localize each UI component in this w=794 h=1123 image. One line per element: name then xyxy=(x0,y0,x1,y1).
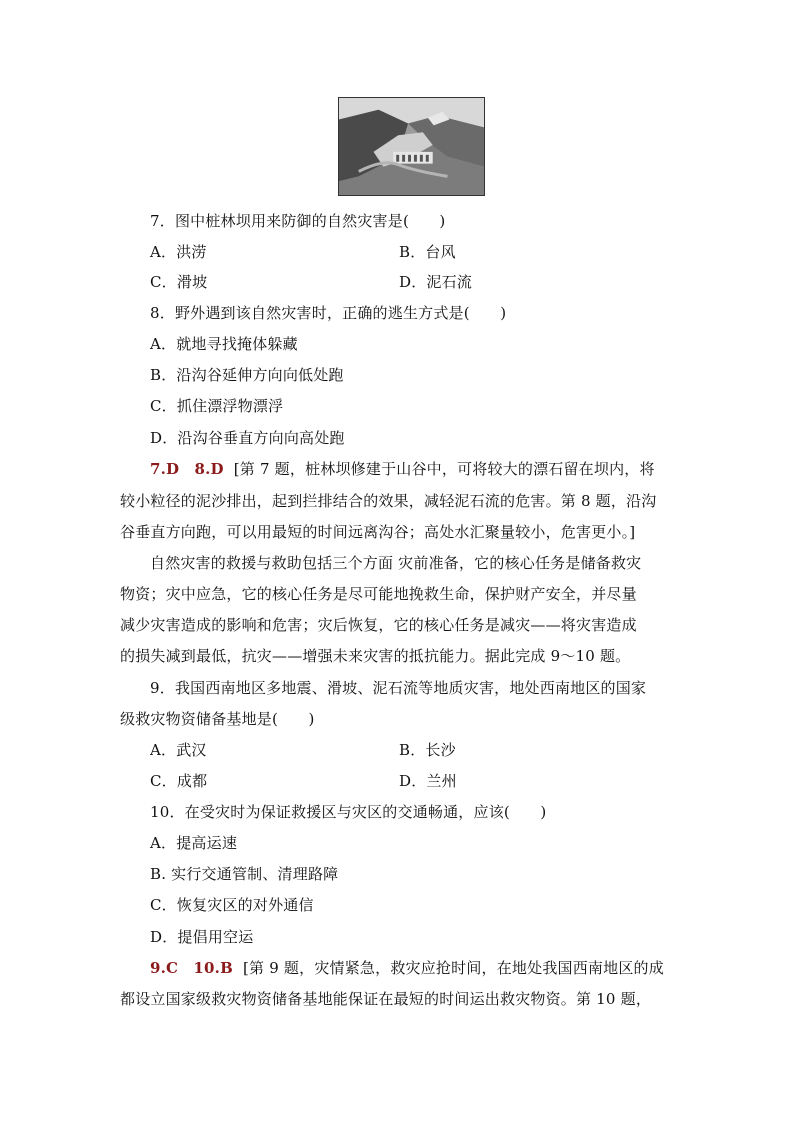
answer-7-8-line-1: [第 7 题，桩林坝修建于山谷中，可将较大的漂石留在坝内，将 xyxy=(233,460,655,478)
answer-7-8-line-2: 较小粒径的泥沙排出，起到拦排结合的效果，减轻泥石流的危害。第 8 题，沿沟 xyxy=(120,492,657,510)
answer-7-8 xyxy=(150,459,655,479)
check-dam-photo xyxy=(338,97,485,196)
passage-line-2: 物资；灾中应急，它的核心任务是尽可能地挽救生命，保护财产安全，并尽量 xyxy=(120,585,637,603)
passage-line-3: 减少灾害造成的影响和危害；灾后恢复，它的核心任务是减灾——将灾害造成 xyxy=(120,616,637,634)
answer-key-9-10: 9.C 10.B xyxy=(150,959,233,977)
q10-option-c: C．恢复灾区的对外通信 xyxy=(150,896,314,914)
q10-option-a: A．提高运速 xyxy=(150,834,238,852)
answer-9-10-line-1: [第 9 题，灾情紧急，救灾应抢时间，在地处我国西南地区的成 xyxy=(242,959,664,977)
passage-line-1: 自然灾害的救援与救助包括三个方面 灾前准备，它的核心任务是储备救灾 xyxy=(150,554,642,572)
q8-option-b: B．沿沟谷延伸方向向低处跑 xyxy=(150,366,344,384)
q7-option-a: A．洪涝 xyxy=(150,243,207,261)
answer-9-10 xyxy=(150,958,664,978)
q8-option-c: C．抓住漂浮物漂浮 xyxy=(150,397,284,415)
q9-option-d: D．兰州 xyxy=(399,772,457,790)
q9-option-c: C．成都 xyxy=(150,772,208,790)
q9-option-b: B．长沙 xyxy=(399,741,456,759)
answer-7-8-line-3: 谷垂直方向跑，可以用最短的时间远离沟谷；高处水汇聚量较小，危害更小。] xyxy=(120,523,636,541)
q8-option-d: D．沿沟谷垂直方向向高处跑 xyxy=(150,429,345,447)
answer-key-7-8: 7.D 8.D xyxy=(150,460,224,478)
q9-option-a: A．武汉 xyxy=(150,741,207,759)
question-9-stem-line-2: 级救灾物资储备基地是( ) xyxy=(120,710,315,728)
q7-option-b: B．台风 xyxy=(399,243,456,261)
answer-9-10-line-2: 都设立国家级救灾物资储备基地能保证在最短的时间运出救灾物资。第 10 题， xyxy=(120,990,652,1008)
q10-option-d: D．提倡用空运 xyxy=(150,928,254,946)
q7-option-d: D．泥石流 xyxy=(399,273,473,291)
q10-option-b: B. 实行交通管制、清理路障 xyxy=(150,865,339,883)
question-9-stem-line-1: 9．我国西南地区多地震、滑坡、泥石流等地质灾害，地处西南地区的国家 xyxy=(150,679,647,697)
question-8-stem: 8．野外遇到该自然灾害时，正确的逃生方式是( ) xyxy=(150,304,507,322)
q7-option-c: C．滑坡 xyxy=(150,273,208,291)
q8-option-a: A．就地寻找掩体躲藏 xyxy=(150,335,298,353)
passage-line-4: 的损失减到最低，抗灾——增强未来灾害的抵抗能力。据此完成 9～10 题。 xyxy=(120,647,631,665)
question-10-stem: 10．在受灾时为保证救援区与灾区的交通畅通，应该( ) xyxy=(150,803,547,821)
question-7-stem: 7．图中桩林坝用来防御的自然灾害是( ) xyxy=(150,212,446,230)
